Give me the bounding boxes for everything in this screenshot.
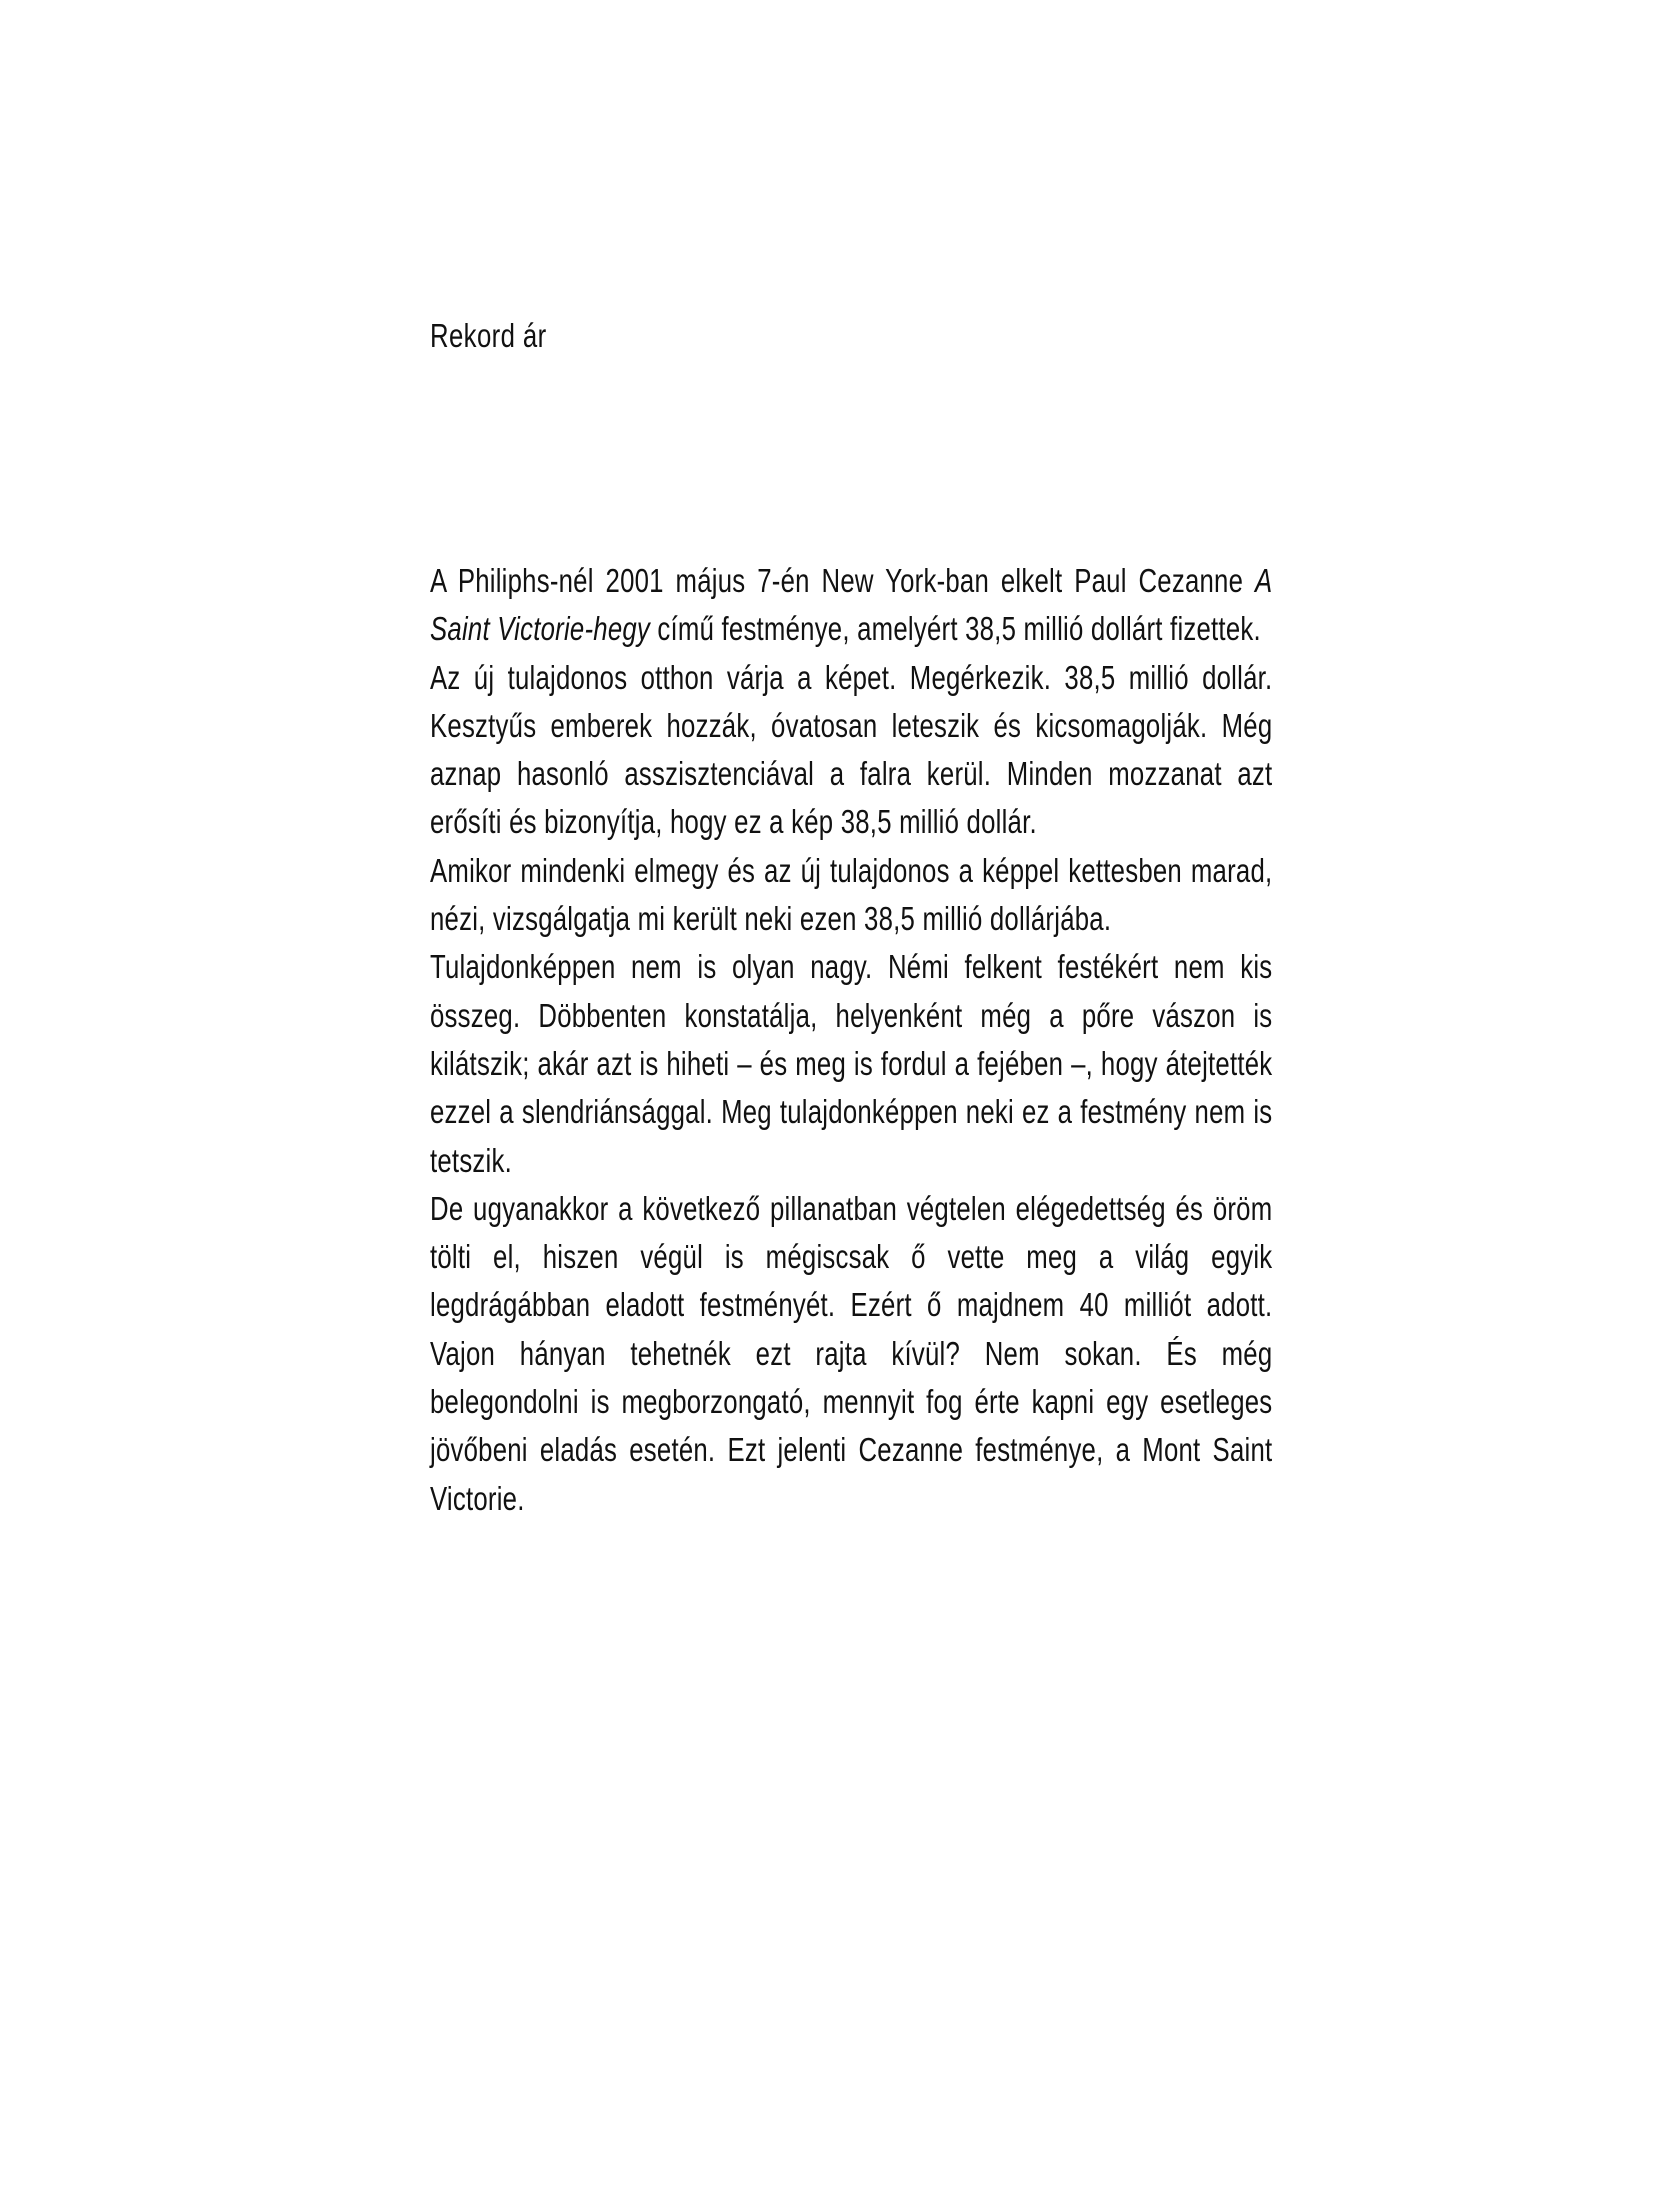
paragraph-4: Tulajdonképpen nem is olyan nagy. Némi felkent festékért nem kis összeg. Döbbenten konstatálja, helyenként még a pőre vászon is kilátszik; akár azt is hiheti – és meg is fordul a fejében –, hogy átejtették ezzel a slendriánsággal. Meg tulajdonképpen neki ez a festmény nem is tetszik.	[430, 948, 1273, 1179]
paragraph-1-text-end: című festménye, amelyért 38,5 millió dollárt fizettek.	[650, 610, 1261, 648]
paragraph-5: De ugyanakkor a következő pillanatban végtelen elégedettség és öröm tölti el, hiszen végül is mégiscsak ő vette meg a világ egyik legdrágábban eladott festményét. Ezért ő majdnem 40 milliót adott. Vajon hányan tehetnék ezt rajta kívül? Nem sokan. És még belegondolni is megborzongató, mennyit fog érte kapni egy esetleges jövőbeni eladás esetén. Ezt jelenti Cezanne festménye, a Mont Saint Victorie.	[430, 1189, 1273, 1517]
paragraph-3: Amikor mindenki elmegy és az új tulajdonos a képpel kettesben marad, nézi, vizsgálgatja mi került neki ezen 38,5 millió dollárjába.	[430, 851, 1273, 938]
document-body	[430, 557, 1272, 1523]
painting-title-italic: A Saint Victorie-hegy	[430, 562, 1273, 648]
document-title: Rekord ár	[430, 317, 547, 354]
paragraph-1	[430, 557, 1272, 654]
paragraph-1-text-start: A Philiphs-nél 2001 május 7-én New York-ban elkelt Paul Cezanne	[430, 562, 1255, 599]
paragraph-2: Az új tulajdonos otthon várja a képet. Megérkezik. 38,5 millió dollár. Kesztyűs emberek hozzák, óvatosan leteszik és kicsomagolják. Még aznap hasonló asszisztenciával a falra kerül. Minden mozzanat azt erősíti és bizonyítja, hogy ez a kép 38,5 millió dollár.	[430, 658, 1273, 841]
